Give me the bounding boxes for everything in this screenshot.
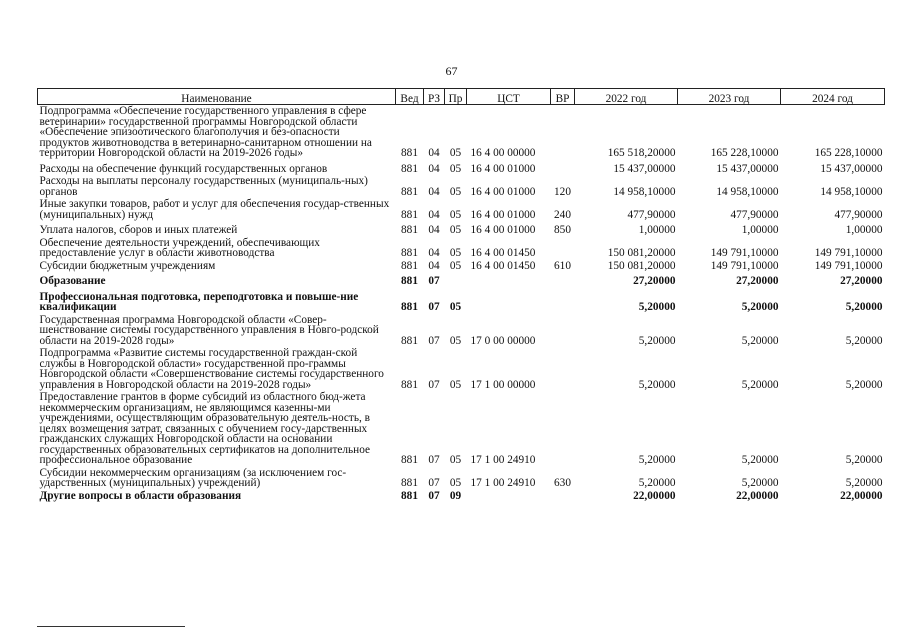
cell-vr [551, 271, 575, 287]
cell-y2022: 165 518,20000 [607, 147, 676, 159]
cell-y2023: 5,20000 [741, 477, 779, 489]
cell-ved: 881 [401, 334, 418, 347]
cell-y2022: 150 081,20000 [607, 247, 676, 259]
cell-pr: 05 [449, 259, 462, 272]
cell-rz: 04 [428, 224, 440, 236]
cell-cst: 16 4 00 01450 [470, 259, 536, 272]
cell-pr: 05 [449, 301, 462, 313]
page-number: 67 [445, 64, 458, 78]
cell-name: Субсидии некоммерческим организациям (за исключением гос-ударственных (муниципальных) учреждений) [39, 466, 347, 489]
cell-y2022: 5,20000 [638, 477, 676, 489]
cell-y2022: 5,20000 [638, 454, 676, 466]
cell-y2023: 5,20000 [741, 301, 779, 313]
cell-rz: 07 [428, 489, 440, 502]
cell-name: Иные закупки товаров, работ и услуг для обеспечения государ-ственных (муниципальных) нужд [39, 198, 390, 221]
cell-vr [551, 390, 575, 466]
cell-name: Обеспечение деятельности учреждений, обеспечивающих предоставление услуг в области животноводства [39, 236, 320, 259]
cell-ved: 881 [401, 224, 418, 236]
table-body [38, 105, 885, 502]
table-row [38, 259, 885, 272]
cell-pr: 05 [449, 334, 462, 347]
cell-vr: 610 [554, 259, 571, 272]
cell-rz: 07 [428, 334, 440, 347]
cell-vr: 240 [554, 208, 571, 221]
cell-ved: 881 [401, 275, 418, 287]
table-row [38, 197, 885, 220]
cell-y2024: 15 437,00000 [820, 162, 883, 175]
cell-ved: 881 [401, 208, 418, 221]
cell-y2023: 5,20000 [741, 454, 779, 466]
cell-vr [551, 236, 575, 259]
header-2022: 2022 год [575, 89, 678, 105]
cell-name: Расходы на обеспечение функций государственных органов [39, 162, 328, 175]
cell-vr [551, 489, 575, 502]
cell-y2023: 15 437,00000 [716, 162, 779, 175]
cell-vr: 850 [554, 224, 571, 236]
table-row [38, 236, 885, 259]
cell-cst: 16 4 00 01000 [470, 185, 536, 198]
cell-pr [445, 271, 467, 287]
cell-ved: 881 [401, 489, 418, 502]
cell-y2022: 14 958,10000 [613, 185, 676, 198]
cell-y2024: 1,00000 [845, 224, 883, 236]
cell-y2022: 27,20000 [633, 275, 676, 287]
cell-pr: 05 [449, 378, 462, 391]
cell-y2022: 5,20000 [638, 334, 676, 347]
cell-pr: 05 [449, 162, 462, 175]
cell-pr: 05 [449, 454, 462, 466]
cell-name: Подпрограмма «Развитие системы государственной граждан-ской службы в Новгородской области» государственной про-граммы Новгородской области «Совершенствование системы государственного управления в Новгородской области на 2019-2028 годы» [39, 347, 384, 391]
header-rz: РЗ [424, 89, 445, 105]
cell-vr [551, 346, 575, 390]
table-header-row [38, 89, 885, 105]
cell-rz: 07 [428, 378, 440, 391]
cell-y2022: 150 081,20000 [607, 259, 676, 272]
cell-y2022: 15 437,00000 [613, 162, 676, 175]
table-row [38, 466, 885, 489]
table-row [38, 271, 885, 287]
cell-name: Уплата налогов, сборов и иных платежей [39, 224, 238, 236]
cell-y2024: 5,20000 [845, 454, 883, 466]
cell-y2024: 5,20000 [845, 378, 883, 391]
cell-ved: 881 [401, 162, 418, 175]
cell-ved: 881 [401, 247, 418, 259]
cell-y2022: 22,00000 [633, 489, 676, 502]
header-2024: 2024 год [781, 89, 885, 105]
cell-vr [551, 105, 575, 159]
table-row [38, 220, 885, 236]
cell-rz: 04 [428, 259, 440, 272]
cell-rz: 04 [428, 162, 440, 175]
cell-y2024: 14 958,10000 [820, 185, 883, 198]
cell-cst: 16 4 00 01450 [470, 247, 536, 259]
cell-rz: 07 [428, 477, 440, 489]
cell-y2024: 149 791,10000 [814, 247, 883, 259]
cell-cst: 17 1 00 24910 [470, 477, 536, 489]
header-pr: Пр [445, 89, 467, 105]
cell-ved: 881 [401, 185, 418, 198]
table-row [38, 390, 885, 466]
cell-y2024: 149 791,10000 [814, 259, 883, 272]
cell-vr [551, 159, 575, 175]
cell-pr: 09 [449, 489, 462, 502]
header-name: Наименование [38, 89, 396, 105]
cell-name: Образование [39, 275, 106, 287]
cell-cst: 16 4 00 01000 [470, 162, 536, 175]
cell-y2023: 27,20000 [736, 275, 779, 287]
cell-name: Профессиональная подготовка, переподготовка и повыше-ние квалификации [39, 290, 359, 313]
cell-name: Расходы на выплаты персоналу государственных (муниципаль-ных) органов [39, 175, 368, 198]
cell-pr: 05 [449, 147, 462, 159]
cell-name: Субсидии бюджетным учреждениям [39, 259, 216, 272]
header-ved: Вед [396, 89, 424, 105]
cell-name: Другие вопросы в области образования [39, 489, 242, 502]
cell-cst: 17 1 00 24910 [470, 454, 536, 466]
cell-pr: 05 [449, 224, 462, 236]
cell-y2024: 5,20000 [845, 334, 883, 347]
cell-rz: 04 [428, 185, 440, 198]
cell-rz: 04 [428, 247, 440, 259]
cell-y2022: 5,20000 [638, 301, 676, 313]
table-row [38, 287, 885, 313]
cell-y2023: 14 958,10000 [716, 185, 779, 198]
cell-y2024: 22,00000 [840, 489, 883, 502]
cell-vr [551, 287, 575, 313]
cell-cst: 17 0 00 00000 [470, 334, 536, 347]
header-cst: ЦСТ [467, 89, 551, 105]
cell-rz: 04 [428, 147, 440, 159]
header-2023: 2023 год [678, 89, 781, 105]
cell-name: Подпрограмма «Обеспечение государственного управления в сфере ветеринарии» государственной программы Новгородской области «Обеспечение эпизоотического благополучия и без-опасности продуктов животноводства в ветеринарно-санитарном отношении на территории Новгородской области на 2019-2026 годы» [39, 105, 372, 159]
cell-y2023: 149 791,10000 [710, 259, 779, 272]
budget-table [37, 88, 885, 501]
table-row [38, 489, 885, 502]
cell-vr: 120 [554, 185, 571, 198]
cell-ved: 881 [401, 259, 418, 272]
cell-y2023: 5,20000 [741, 334, 779, 347]
cell-y2023: 1,00000 [741, 224, 779, 236]
cell-y2022: 1,00000 [638, 224, 676, 236]
cell-cst: 16 4 00 00000 [470, 147, 536, 159]
cell-pr: 05 [449, 208, 462, 221]
cell-ved: 881 [401, 378, 418, 391]
cell-y2023: 477,90000 [730, 208, 779, 221]
cell-y2023: 165 228,10000 [710, 147, 779, 159]
table-row [38, 159, 885, 175]
cell-y2024: 477,90000 [834, 208, 883, 221]
cell-name: Государственная программа Новгородской области «Совер-шенствование системы государственного управления в Новго-родской области на 2019-2028 годы» [39, 313, 379, 347]
cell-cst [467, 271, 551, 287]
cell-y2023: 149 791,10000 [710, 247, 779, 259]
cell-vr: 630 [554, 477, 571, 489]
cell-y2024: 5,20000 [845, 477, 883, 489]
cell-y2024: 27,20000 [840, 275, 883, 287]
cell-rz: 07 [428, 454, 440, 466]
cell-cst [467, 287, 551, 313]
cell-rz: 07 [428, 275, 440, 287]
cell-cst: 16 4 00 01000 [470, 224, 536, 236]
cell-y2022: 5,20000 [638, 378, 676, 391]
cell-pr: 05 [449, 247, 462, 259]
cell-name: Предоставление грантов в форме субсидий из областного бюд-жета некоммерческим организациям, не являющимся казенны-ми учреждениями, осуществляющим образовательную деятель-ность, в целях возмещения затрат, связанных с обучением госу-дарственных гражданских служащих Новгородской области на основании государственных образовательных сертификатов на дополнительное профессиональное образование [39, 391, 371, 466]
cell-vr [551, 313, 575, 347]
cell-pr: 05 [449, 477, 462, 489]
cell-pr: 05 [449, 185, 462, 198]
cell-y2022: 477,90000 [627, 208, 676, 221]
header-vr: ВР [551, 89, 575, 105]
table-row [38, 313, 885, 347]
cell-cst [467, 489, 551, 502]
table-row [38, 346, 885, 390]
cell-y2024: 5,20000 [845, 301, 883, 313]
cell-rz: 07 [428, 301, 440, 313]
cell-ved: 881 [401, 301, 418, 313]
cell-y2023: 22,00000 [736, 489, 779, 502]
cell-rz: 04 [428, 208, 440, 221]
cell-cst: 16 4 00 01000 [470, 208, 536, 221]
cell-ved: 881 [401, 454, 418, 466]
footnote-divider [37, 626, 185, 627]
table-row [38, 105, 885, 159]
cell-ved: 881 [401, 147, 418, 159]
table-row [38, 174, 885, 197]
cell-ved: 881 [401, 477, 418, 489]
cell-y2023: 5,20000 [741, 378, 779, 391]
cell-y2024: 165 228,10000 [814, 147, 883, 159]
cell-cst: 17 1 00 00000 [470, 378, 536, 391]
